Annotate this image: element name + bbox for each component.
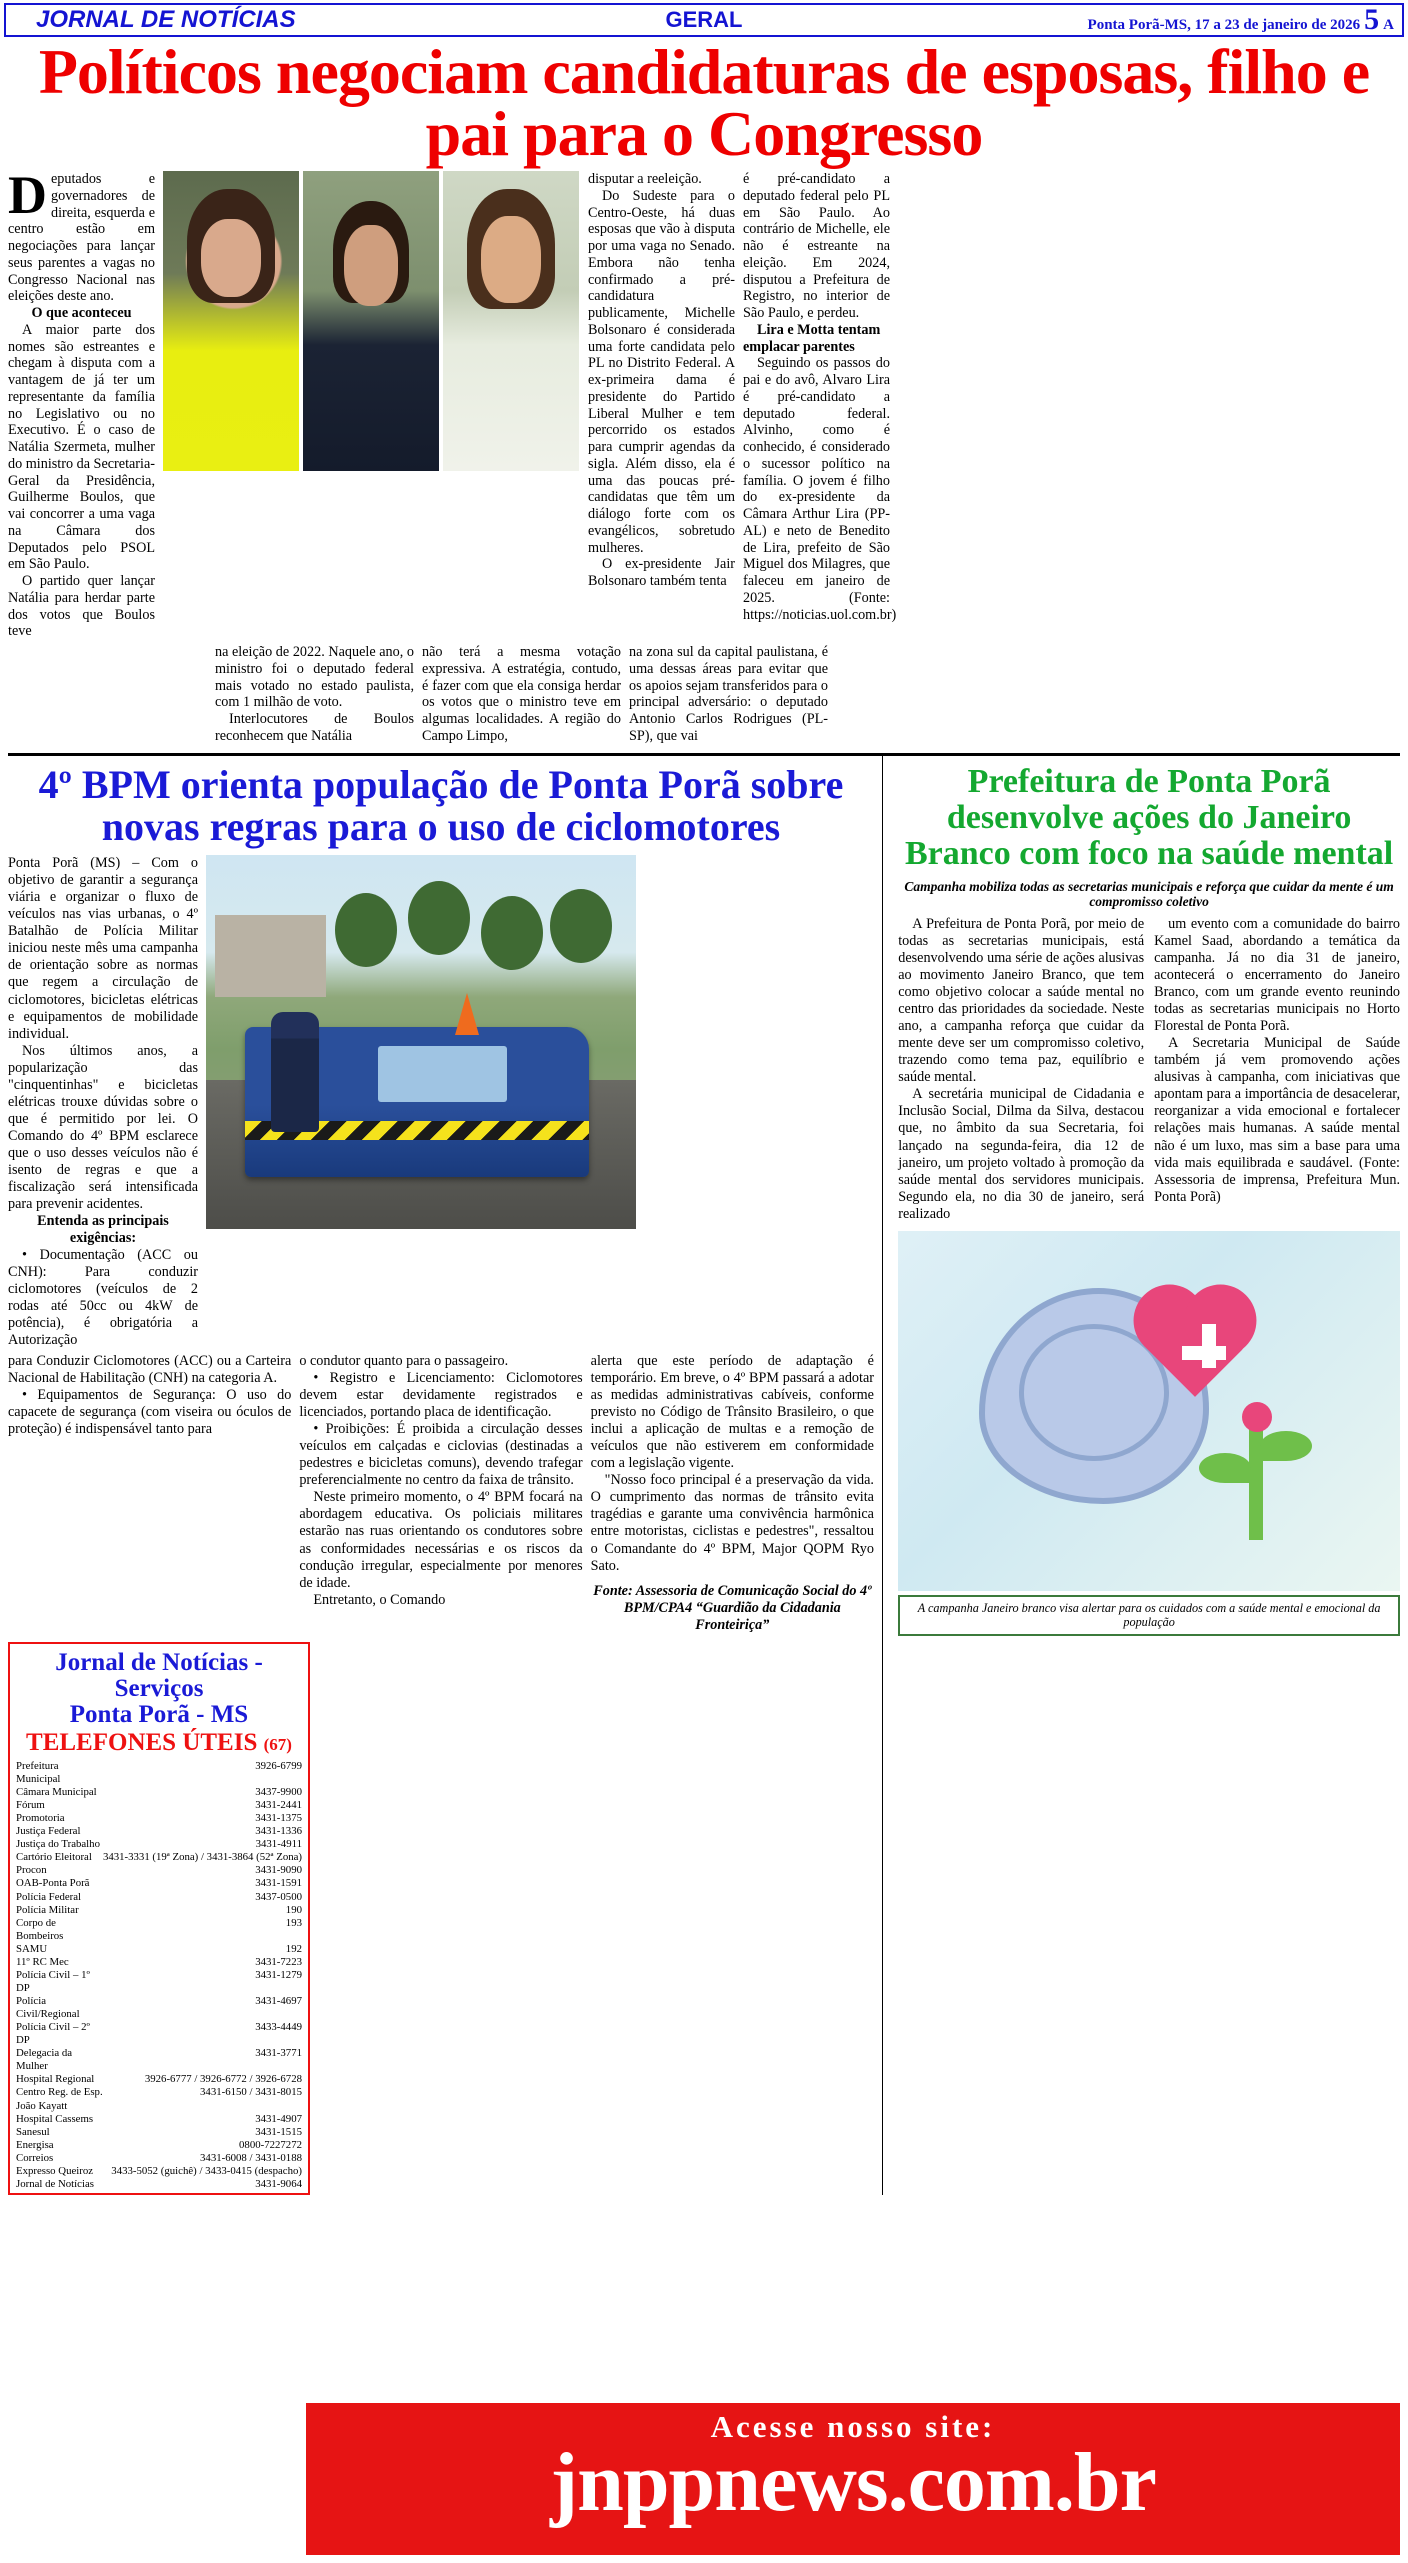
subheading: Lira e Motta tentam emplacar parentes xyxy=(743,322,890,356)
services-title-line3 xyxy=(16,1729,302,1757)
photo-tree xyxy=(481,896,543,970)
phone-entry-name: Corpo de Bombeiros xyxy=(16,1917,103,1943)
table-row xyxy=(16,2073,302,2086)
article-prefeitura xyxy=(890,756,1400,2195)
paragraph: Ponta Porã (MS) – Com o objetivo de garantir a segurança viária e organizar o fluxo de veículos nas vias urbanas, o 4º Batalhão de Polícia Militar iniciou neste mês uma campanha de orientação sobre as normas que regem a circulação de ciclomotores, bicicletas elétricas e equipamentos de mobilidade individual. xyxy=(8,855,198,1042)
phone-entry-number: 3926-6777 / 3926-6772 / 3926-6728 xyxy=(103,2073,302,2086)
newspaper-title: JORNAL DE NOTÍCIAS xyxy=(6,6,296,34)
phone-entry-name: Delegacia da Mulher xyxy=(16,2047,103,2073)
dateline: Ponta Porã-MS, 17 a 23 de janeiro de 2026 xyxy=(1088,17,1361,34)
table-row xyxy=(16,1969,302,1995)
phone-entry-number: 3437-9900 xyxy=(103,1786,302,1799)
masthead xyxy=(4,3,1404,37)
table-row xyxy=(16,1864,302,1877)
services-title-line1: Jornal de Notícias - Serviços xyxy=(16,1650,302,1703)
phone-entry-number: 3431-1591 xyxy=(103,1877,302,1890)
paragraph: para Conduzir Ciclomotores (ACC) ou a Carteira Nacional de Habilitação (CNH) na categoria A. xyxy=(8,1353,291,1387)
paragraph: um evento com a comunidade do bairro Kamel Saad, abordando a temática da campanha. Já no dia 31 de janeiro, acontecerá o encerramento do Janeiro Branco, com um grande evento reunindo todas as secretarias municipais no Horto Florestal de Ponta Porã. xyxy=(1154,916,1400,1035)
paragraph: O ex-presidente Jair Bolsonaro também tenta xyxy=(588,556,735,590)
phone-entry-name: Polícia Civil – 2º DP xyxy=(16,2021,103,2047)
photo-group xyxy=(163,171,580,640)
paragraph: • Registro e Licenciamento: Ciclomotores devem estar devidamente registrados e licenciados, portando placa de identificação. xyxy=(299,1370,582,1421)
paragraph: Do Sudeste para o Centro-Oeste, há duas esposas que vão à disputa por uma vaga no Senado. Embora não tenha confirmado a pré-candidatura publicamente, Michelle Bolsonaro é considerada uma forte candidata pelo PL no Distrito Federal. A ex-primeira dama é presidente do Partido Liberal Mulher e tem percorrido os estados para cumprir agendas da sigla. Além disso, ela é uma das poucas pré-candidatas que têm um diálogo forte com os evangélicos, sobretudo mulheres. xyxy=(588,188,735,557)
bpm-col1 xyxy=(8,855,198,1349)
paragraph: A maior parte dos nomes são estreantes e chegam à disputa com a vantagem de já ter um representante da família no Legislativo ou no Executivo. É o caso de Natália Szermeta, mulher do ministro da Secretaria-Geral da Presidência, Guilherme Boulos, que vai concorrer a uma vaga na Câmara dos Deputados pelo PSOL em São Paulo. xyxy=(8,322,155,573)
phone-entry-name: SAMU xyxy=(16,1943,103,1956)
photo-tree xyxy=(550,889,612,963)
bpm-columns xyxy=(8,1353,874,1634)
photo-woman-patterned xyxy=(443,171,579,471)
phone-entry-name: Centro Reg. de Esp. João Kayatt xyxy=(16,2086,103,2112)
phone-entry-name: 11º RC Mec xyxy=(16,1956,103,1969)
prefeitura-columns xyxy=(898,916,1400,1223)
phone-entry-number: 3431-4907 xyxy=(103,2113,302,2126)
photo-building xyxy=(215,915,327,997)
phone-directory-body xyxy=(16,1760,302,2191)
phone-entry-number: 3431-1515 xyxy=(103,2126,302,2139)
paragraph: • Equipamentos de Segurança: O uso do capacete de segurança (com viseira ou óculos de proteção) é indispensável tanto para xyxy=(8,1387,291,1438)
phone-entry-number: 3431-3331 (19ª Zona) / 3431-3864 (52ª Zona) xyxy=(103,1851,302,1864)
flower-icon xyxy=(1242,1402,1272,1432)
photo-woman-yellow xyxy=(163,171,299,471)
phone-entry-number: 3431-1336 xyxy=(103,1825,302,1838)
phone-entry-number: 3926-6799 xyxy=(103,1760,302,1786)
phone-entry-name: Câmara Municipal xyxy=(16,1786,103,1799)
phone-entry-name: Polícia Federal xyxy=(16,1891,103,1904)
table-row xyxy=(16,1760,302,1786)
table-row xyxy=(16,2113,302,2126)
table-row xyxy=(16,2165,302,2178)
phone-entry-name: Cartório Eleitoral xyxy=(16,1851,103,1864)
prefeitura-headline: Prefeitura de Ponta Porã desenvolve ações do Janeiro Branco com foco na saúde mental xyxy=(898,764,1400,873)
bpm-body xyxy=(8,855,874,1349)
article-politicos-col2 xyxy=(215,644,414,745)
article-politicos xyxy=(8,171,1400,745)
article-politicos-col4 xyxy=(629,644,828,745)
table-row xyxy=(16,1851,302,1864)
phone-entry-name: Promotoria xyxy=(16,1812,103,1825)
paragraph: Neste primeiro momento, o 4º BPM focará na abordagem educativa. Os policiais militares estarão nas ruas orientando os condutores sobre as conformidades necessárias e os riscos da condução irregular, especialmente por menores de idade. xyxy=(299,1489,582,1591)
masthead-right xyxy=(1088,5,1402,35)
phone-directory-table xyxy=(16,1760,302,2191)
phone-entry-name: Polícia Civil/Regional xyxy=(16,1995,103,2021)
phone-entry-number: 190 xyxy=(103,1904,302,1917)
bpm-credit: Fonte: Assessoria de Comunicação Social do 4º BPM/CPA4 “Guardião da Cidadania Fronteiriça” xyxy=(591,1583,874,1634)
phone-entry-name: Hospital Regional xyxy=(16,2073,103,2086)
phone-entry-name: Fórum xyxy=(16,1799,103,1812)
table-row xyxy=(16,1799,302,1812)
table-row xyxy=(16,2139,302,2152)
phone-entry-name: Expresso Queiroz xyxy=(16,2165,103,2178)
article-politicos-col6 xyxy=(743,171,890,640)
paragraph: disputar a reeleição. xyxy=(588,171,735,188)
phone-entry-number: 3431-6150 / 3431-8015 xyxy=(103,2086,302,2112)
article-politicos-col1-cont xyxy=(8,644,207,745)
services-box xyxy=(8,1642,310,2195)
phone-entry-number: 3431-9064 xyxy=(103,2178,302,2191)
phone-entry-name: Justiça Federal xyxy=(16,1825,103,1838)
plant-stem-icon xyxy=(1249,1420,1263,1540)
phone-entry-number: 3431-4697 xyxy=(103,1995,302,2021)
prefeitura-subtitle: Campanha mobiliza todas as secretarias municipais e reforça que cuidar da mente é um compromisso coletivo xyxy=(898,879,1400,910)
table-row xyxy=(16,1838,302,1851)
table-row xyxy=(16,1943,302,1956)
prefeitura-illustration-brain-heart xyxy=(898,1231,1400,1591)
phone-entry-name: OAB-Ponta Porã xyxy=(16,1877,103,1890)
table-row xyxy=(16,2086,302,2112)
table-row xyxy=(16,2047,302,2073)
article-politicos-col3 xyxy=(422,644,621,745)
prefeitura-col2 xyxy=(1154,916,1400,1223)
prefeitura-photo-caption: A campanha Janeiro branco visa alertar para os cuidados com a saúde mental e emocional da população xyxy=(898,1595,1400,1636)
photo-police-officer xyxy=(271,1012,319,1132)
paragraph: A Secretaria Municipal de Saúde também já vem promovendo ações alusivas à campanha, com iniciativas que apontam para a importância de desacelerar, reorganizar a vida emocional e fortalecer relações mais humanas. A saúde mental não é um luxo, mas sim a base para uma vida mais equilibrada e saudável. (Fonte: Assessoria de imprensa, Prefeitura Mun. Ponta Porã) xyxy=(1154,1035,1400,1205)
website-ad-banner[interactable] xyxy=(306,2403,1400,2555)
phone-entry-name: Energisa xyxy=(16,2139,103,2152)
paragraph: é pré-candidato a deputado federal pelo PL em São Paulo. Ao contrário de Michelle, ele não é estreante na eleição. Em 2024, disputou a Prefeitura de Registro, no interior de São Paulo, e perdeu. xyxy=(743,171,890,322)
phone-entry-number: 3433-4449 xyxy=(103,2021,302,2047)
photo-vehicle-window xyxy=(378,1046,507,1102)
phone-entry-number: 3431-9090 xyxy=(103,1864,302,1877)
leaf-icon xyxy=(1260,1431,1312,1461)
bpm-col3 xyxy=(299,1353,582,1634)
phone-entry-name: Sanesul xyxy=(16,2126,103,2139)
phone-entry-number: 3431-6008 / 3431-0188 xyxy=(103,2152,302,2165)
paragraph: "Nosso foco principal é a preservação da vida. O cumprimento das normas de trânsito evita tragédias e garante uma convivência harmônica entre motoristas, ciclistas e pedestres", ressaltou o Comandante do 4º BPM, Major QOPM Ryo Sato. xyxy=(591,1472,874,1574)
phone-entry-name: Prefeitura Municipal xyxy=(16,1760,103,1786)
table-row xyxy=(16,1812,302,1825)
bpm-col2 xyxy=(8,1353,291,1634)
phone-entry-name: Hospital Cassems xyxy=(16,2113,103,2126)
article-bpm xyxy=(8,756,874,2195)
article-politicos-col5 xyxy=(588,171,735,640)
table-row xyxy=(16,1904,302,1917)
table-row xyxy=(16,1877,302,1890)
paragraph: A secretária municipal de Cidadania e Inclusão Social, Dilma da Silva, destacou que, no âmbito da sua Secretaria, foi lançado na segunda-feira, dia 12 de janeiro, um projeto voltado à promoção da saúde mental dos servidores municipais. Segundo ela, no dia 30 de janeiro, será realizado xyxy=(898,1086,1144,1222)
paragraph: Entretanto, o Comando xyxy=(299,1592,582,1609)
subheading: Entenda as principais exigências: xyxy=(8,1213,198,1247)
phone-entry-name: Justiça do Trabalho xyxy=(16,1838,103,1851)
bpm-photo-police-truck xyxy=(206,855,636,1229)
phone-entry-number: 3431-1279 xyxy=(103,1969,302,1995)
paragraph: Interlocutores de Boulos reconhecem que Natália xyxy=(215,711,414,745)
table-row xyxy=(16,1995,302,2021)
medical-cross-icon xyxy=(1182,1346,1226,1360)
paragraph: Deputados e governadores de direita, esquerda e centro estão em negociações para lançar seus parentes a vagas no Congresso Nacional nas eleições deste ano. xyxy=(8,171,155,305)
table-row xyxy=(16,2152,302,2165)
table-row xyxy=(16,1956,302,1969)
phone-entry-number: 3431-2441 xyxy=(103,1799,302,1812)
photo-young-man xyxy=(303,171,439,471)
table-row xyxy=(16,1786,302,1799)
table-row xyxy=(16,1891,302,1904)
phone-entry-number: 3431-4911 xyxy=(103,1838,302,1851)
paragraph: não terá a mesma votação expressiva. A estratégia, contudo, é fazer com que ela consiga herdar os votos que o ministro teve em algumas localidades. A região do Campo Limpo, xyxy=(422,644,621,745)
lower-section xyxy=(8,756,1400,2195)
table-row xyxy=(16,2021,302,2047)
table-row xyxy=(16,2126,302,2139)
phone-entry-number: 3431-1375 xyxy=(103,1812,302,1825)
article-politicos-col1 xyxy=(8,171,155,640)
section-title: GERAL xyxy=(6,7,1402,33)
photo-tree xyxy=(408,881,470,955)
phone-entry-number: 3437-0500 xyxy=(103,1891,302,1904)
table-row xyxy=(16,1917,302,1943)
phone-entry-number: 3431-7223 xyxy=(103,1956,302,1969)
telefones-uteis-label: TELEFONES ÚTEIS xyxy=(26,1729,257,1756)
phone-entry-name: Procon xyxy=(16,1864,103,1877)
phone-entry-name: Jornal de Notícias xyxy=(16,2178,103,2191)
paragraph: • Proibições: É proibida a circulação desses veículos em calçadas e ciclovias (destinadas a pedestres e bicicletas comuns), devendo trafegar preferencialmente no centro da faixa de trânsito. xyxy=(299,1421,582,1489)
main-headline: Políticos negociam candidaturas de esposas, filho e pai para o Congresso xyxy=(8,41,1400,165)
phone-entry-number: 192 xyxy=(103,1943,302,1956)
paragraph: O partido quer lançar Natália para herdar parte dos votos que Boulos teve xyxy=(8,573,155,640)
prefeitura-col1 xyxy=(898,916,1144,1223)
phone-entry-name: Polícia Militar xyxy=(16,1904,103,1917)
article-politicos-top xyxy=(8,171,1400,640)
phone-entry-name: Polícia Civil – 1º DP xyxy=(16,1969,103,1995)
table-row xyxy=(16,2178,302,2191)
bpm-headline: 4º BPM orienta população de Ponta Porã sobre novas regras para o uso de ciclomotores xyxy=(8,764,874,850)
area-code: (67) xyxy=(264,1735,292,1754)
services-title-line2: Ponta Porã - MS xyxy=(16,1702,302,1728)
ad-website-url: jnppnews.com.br xyxy=(306,2443,1400,2524)
paragraph: na eleição de 2022. Naquele ano, o ministro foi o deputado federal mais votado no estado paulista, com 1 milhão de voto. xyxy=(215,644,414,711)
phone-entry-number: 193 xyxy=(103,1917,302,1943)
paragraph: A Prefeitura de Ponta Porã, por meio de todas as secretarias municipais, está desenvolvendo uma série de ações alusivas ao movimento Janeiro Branco, que tem como objetivo colocar a saúde mental no centro das prioridades da sociedade. Neste ano, a campanha reforça que cuidar da mente deve ser um compromisso coletivo, trazendo como tema paz, equilíbrio e saúde mental. xyxy=(898,916,1144,1086)
page-letter: A xyxy=(1383,17,1394,34)
phone-entry-number: 3431-3771 xyxy=(103,2047,302,2073)
photo-traffic-cone xyxy=(455,993,479,1035)
bpm-col4 xyxy=(591,1353,874,1634)
phone-entry-name: Correios xyxy=(16,2152,103,2165)
phone-entry-number: 3433-5052 (guichê) / 3433-0415 (despacho) xyxy=(103,2165,302,2178)
page-number: 5 xyxy=(1364,5,1379,35)
table-row xyxy=(16,1825,302,1838)
photo-tree xyxy=(335,893,397,967)
paragraph: alerta que este período de adaptação é temporário. Em breve, o 4º BPM passará a adotar as medidas administrativas cabíveis, conforme previsto no Código de Trânsito Brasileiro, o que inclui a aplicação de multas e a remoção de veículos que não estiverem em conformidade com a legislação vigente. xyxy=(591,1353,874,1472)
paragraph: na zona sul da capital paulistana, é uma dessas áreas para evitar que os apoios sejam transferidos para o principal adversário: o deputado Antonio Carlos Rodrigues (PL-SP), que vai xyxy=(629,644,828,745)
paragraph: Nos últimos anos, a popularização das "cinquentinhas" e bicicletas elétricas trouxe dúvidas sobre o que é permitido por lei. O Comando do 4º BPM esclarece que o uso desses veículos não é isento de regras e que a fiscalização será intensificada para prevenir acidentes. xyxy=(8,1043,198,1213)
paragraph: o condutor quanto para o passageiro. xyxy=(299,1353,582,1370)
subheading: O que aconteceu xyxy=(8,305,155,322)
paragraph: Seguindo os passos do pai e do avô, Alvaro Lira é pré-candidato a deputado federal. Alvinho, como é conhecido, é considerado o sucessor político na família. O jovem é filho do ex-presidente da Câmara Arthur Lira (PP-AL) e neto de Benedito de Lira, prefeito de São Miguel dos Milagres, que faleceu em janeiro de 2025. (Fonte: https://noticias.uol.com.br) xyxy=(743,355,890,623)
paragraph: • Documentação (ACC ou CNH): Para conduzir ciclomotores (veículos de 2 rodas até 50cc ou 4kW de potência), é obrigatória a Autorização xyxy=(8,1247,198,1349)
ad-line1: Acesse nosso site: xyxy=(306,2409,1400,2445)
article-politicos-bottom xyxy=(8,644,1400,745)
leaf-icon xyxy=(1199,1453,1251,1483)
phone-entry-number: 0800-7227272 xyxy=(103,2139,302,2152)
